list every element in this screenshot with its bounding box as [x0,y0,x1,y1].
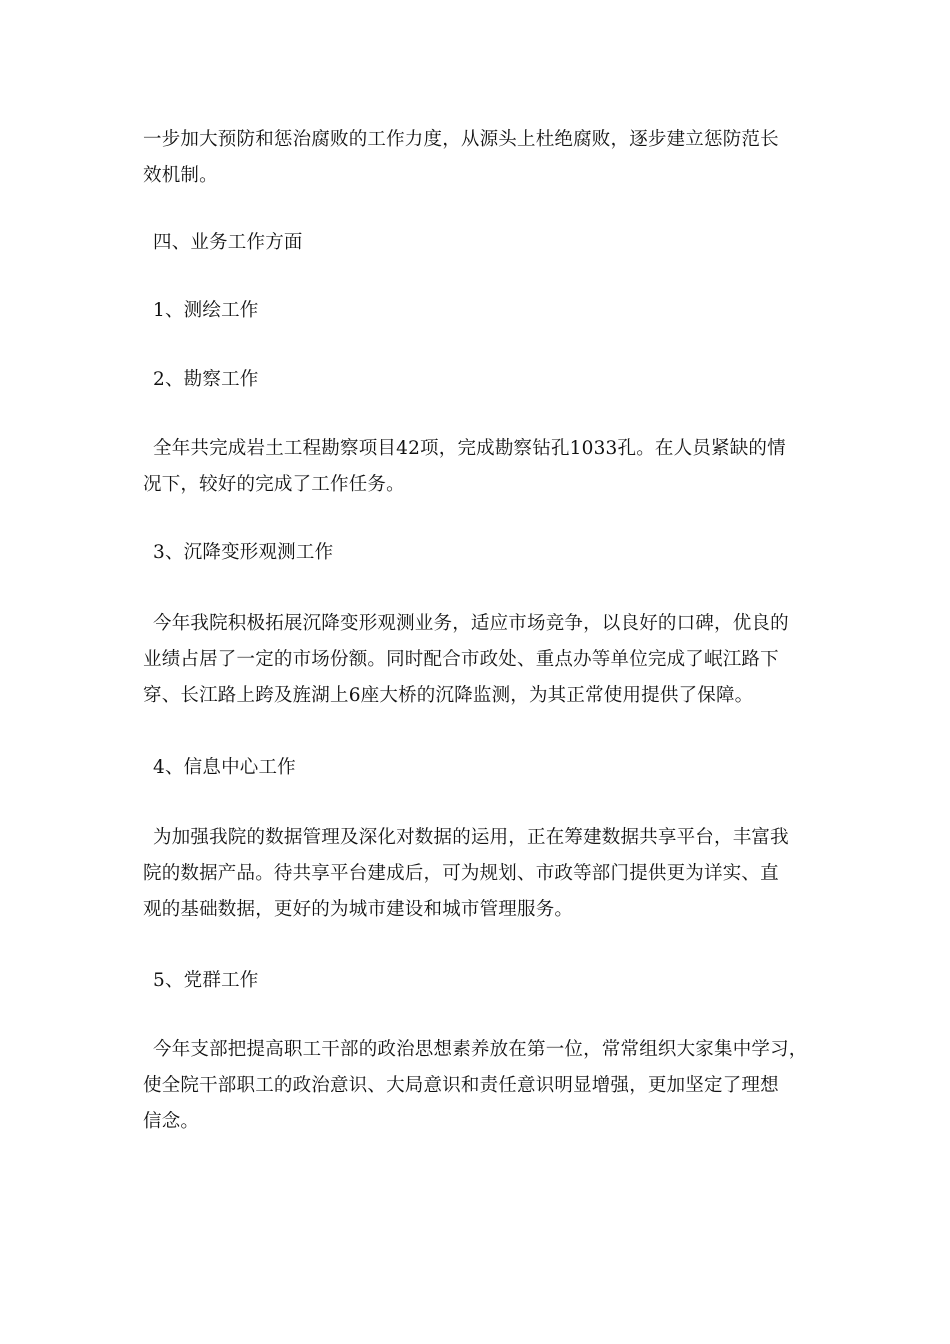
text-line: 穿、长江路上跨及旌湖上6座大桥的沉降监测，为其正常使用提供了保障。 [143,685,754,706]
paragraph-settlement [143,606,808,714]
subheading-info-center [143,750,808,786]
paragraph-party [143,1032,808,1140]
text-line: 况下，较好的完成了工作任务。 [143,474,405,495]
subheading-investigation [143,362,808,398]
text-line: 业绩占居了一定的市场份额。同时配合市政处、重点办等单位完成了岷江路下 [143,649,779,670]
section-heading-business [143,225,808,261]
heading-text: 3、沉降变形观测工作 [153,542,334,563]
subheading-settlement [143,535,808,571]
text-line: 为加强我院的数据管理及深化对数据的运用，正在筹建数据共享平台，丰富我 [153,827,789,848]
heading-text: 2、勘察工作 [153,369,259,390]
text-line: 今年支部把提高职工干部的政治思想素养放在第一位，常常组织大家集中学习， [153,1039,808,1060]
heading-text: 四、业务工作方面 [153,232,303,253]
subheading-party [143,963,808,999]
text-line: 使全院干部职工的政治意识、大局意识和责任意识明显增强，更加坚定了理想 [143,1075,779,1096]
text-line: 全年共完成岩土工程勘察项目42项，完成勘察钻孔1033孔。在人员紧缺的情 [153,438,786,459]
subheading-survey [143,293,808,329]
paragraph-investigation [143,431,808,503]
heading-text: 4、信息中心工作 [153,757,296,778]
text-line: 一步加大预防和惩治腐败的工作力度，从源头上杜绝腐败，逐步建立惩防范长 [143,129,779,150]
text-line: 今年我院积极拓展沉降变形观测业务，适应市场竞争，以良好的口碑，优良的 [153,613,789,634]
heading-text: 1、测绘工作 [153,300,259,321]
text-line: 效机制。 [143,165,218,186]
paragraph-continuation [143,122,808,194]
paragraph-info-center [143,820,808,928]
text-line: 信念。 [143,1111,200,1132]
text-line: 观的基础数据，更好的为城市建设和城市管理服务。 [143,899,574,920]
text-line: 院的数据产品。待共享平台建成后，可为规划、市政等部门提供更为详实、直 [143,863,779,884]
heading-text: 5、党群工作 [153,970,259,991]
